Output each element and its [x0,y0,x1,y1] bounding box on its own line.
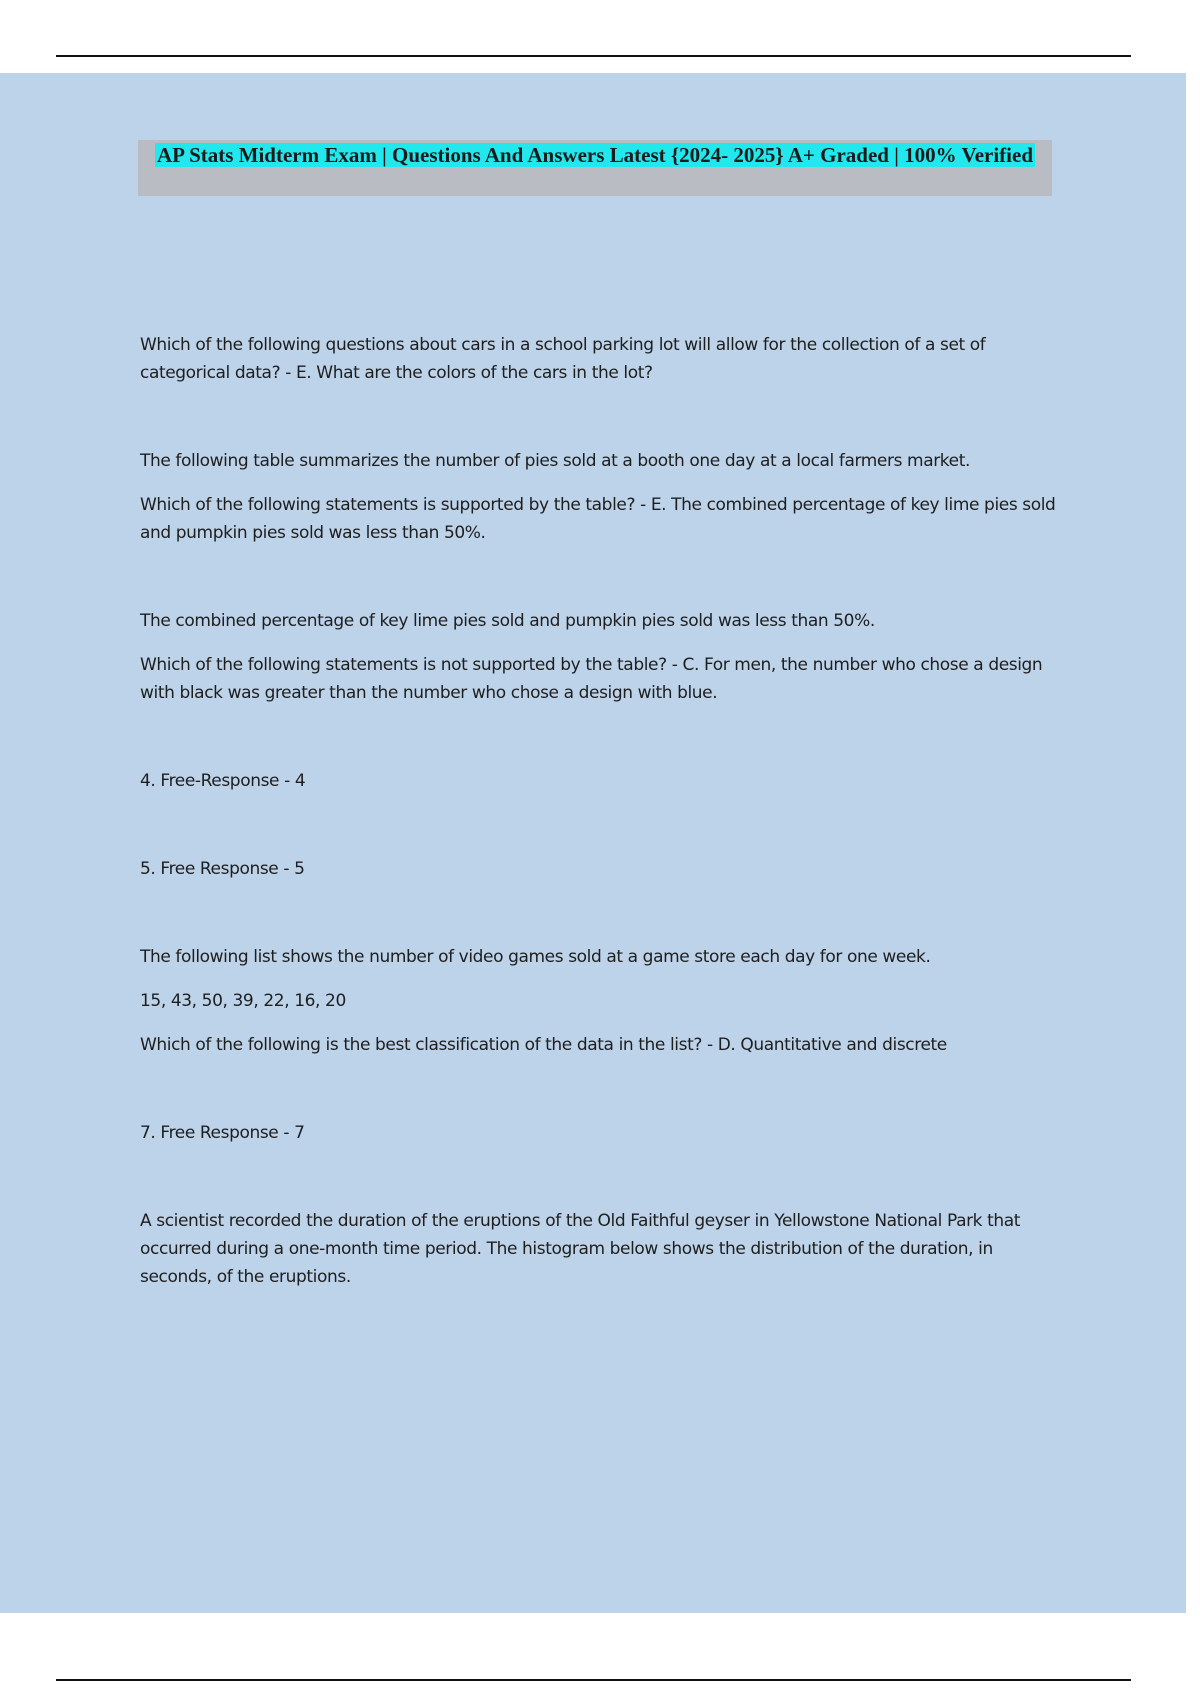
pies-table-intro: The following table summarizes the number of pies sold at a booth one day at a local farmers market. [140,451,970,471]
question-not-supported: Which of the following statements is not supported by the table? - C. For men, the number who chose a design with black was greater than the number who chose a design with blue. [140,655,1043,703]
pies-combined-percentage: The combined percentage of key lime pies sold and pumpkin pies sold was less than 50%. [140,611,875,631]
free-response-7: 7. Free Response - 7 [140,1123,305,1143]
title-bar [138,140,1052,196]
question-cars-categorical: Which of the following questions about cars in a school parking lot will allow for the collection of a set of categorical data? - E. What are the colors of the cars in the lot? [140,335,986,383]
video-games-data-list: 15, 43, 50, 39, 22, 16, 20 [140,991,346,1011]
free-response-5: 5. Free Response - 5 [140,859,305,879]
question-data-classification: Which of the following is the best classification of the data in the list? - D. Quantitative and discrete [140,1035,947,1055]
document-body [140,255,1060,1291]
question-pies-supported: Which of the following statements is supported by the table? - E. The combined percentage of key lime pies sold and pumpkin pies sold was less than 50%. [140,495,1056,543]
free-response-4: 4. Free-Response - 4 [140,771,306,791]
bottom-rule [56,1679,1131,1681]
document-title: AP Stats Midterm Exam | Questions And Answers Latest {2024- 2025} A+ Graded | 100% Verified [156,143,1034,167]
video-games-intro: The following list shows the number of video games sold at a game store each day for one week. [140,947,931,967]
top-rule [56,55,1131,57]
old-faithful-intro: A scientist recorded the duration of the eruptions of the Old Faithful geyser in Yellowstone National Park that occurred during a one-month time period. The histogram below shows the distribution of the duration, in seconds, of the eruptions. [140,1211,1021,1287]
